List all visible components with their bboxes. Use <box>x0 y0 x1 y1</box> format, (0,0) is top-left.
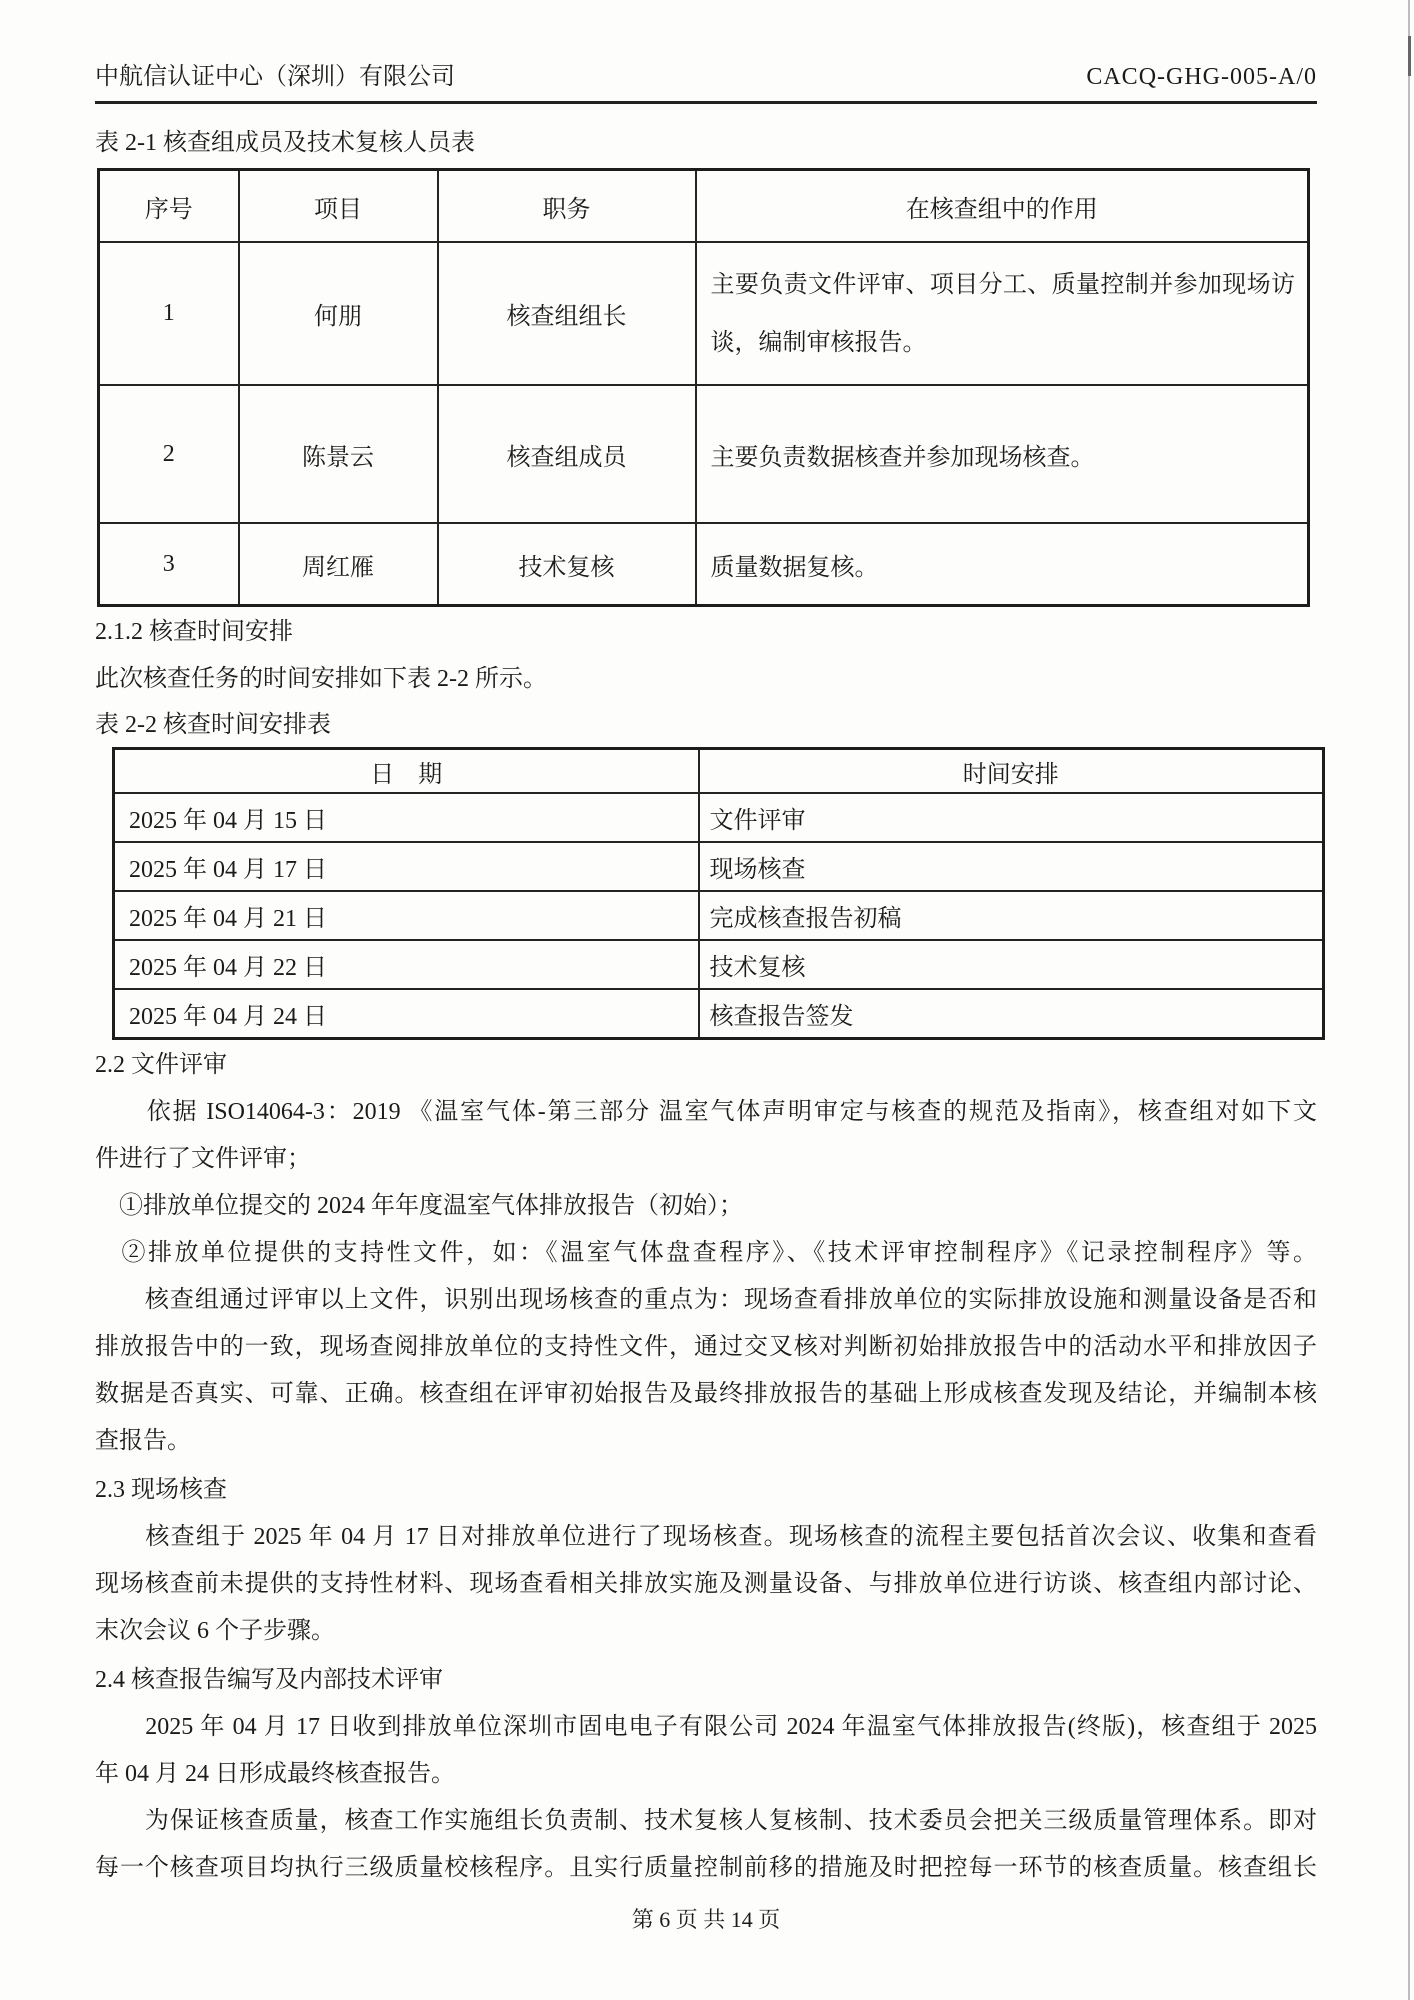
body-line: 查报告。 <box>95 1428 191 1454</box>
table-row <box>114 793 1324 842</box>
duty-line: 谈，编制审核报告。 <box>710 329 927 356</box>
table-header-row <box>99 170 1309 243</box>
page-header <box>95 62 1317 104</box>
cell-duty: 质量数据复核。 <box>696 523 1309 606</box>
cell-duty: 主要负责数据核查并参加现场核查。 <box>696 385 1309 523</box>
body-line: 为保证核查质量，核查工作实施组长负责制、技术复核人复核制、技术委员会把关三级质量管理体系。即对 <box>95 1808 1317 1834</box>
cell-task: 技术复核 <box>699 940 1324 989</box>
cell-date: 2025 年 04 月 24 日 <box>114 989 699 1039</box>
body-line: 依据 ISO14064-3：2019 《温室气体-第三部分 温室气体声明审定与核查的规范及指南》，核查组对如下文 <box>95 1099 1317 1125</box>
section-212-intro: 此次核查任务的时间安排如下表 2-2 所示。 <box>95 666 547 692</box>
body-line: 核查组于 2025 年 04 月 17 日对排放单位进行了现场核查。现场核查的流程主要包括首次会议、收集和查看 <box>95 1524 1317 1550</box>
scan-artifact-line <box>1408 0 1410 2000</box>
cell-task: 核查报告签发 <box>699 989 1324 1039</box>
cell-date: 2025 年 04 月 21 日 <box>114 891 699 940</box>
body-line: ②排放单位提供的支持性文件，如：《温室气体盘查程序》、《技术评审控制程序》《记录控制程序》等。 <box>95 1240 1317 1266</box>
table-row <box>99 385 1309 523</box>
duty-line: 主要负责文件评审、项目分工、质量控制并参加现场访 <box>710 271 1295 298</box>
col-header-role: 职务 <box>438 170 696 243</box>
col-header-date: 日 期 <box>114 749 699 794</box>
section-heading-23: 2.3 现场核查 <box>95 1477 227 1503</box>
cell-duty <box>696 242 1309 385</box>
page-number: 第 6 页 共 14 页 <box>631 1907 781 1932</box>
cell-name: 陈景云 <box>239 385 438 523</box>
col-header-item: 项目 <box>239 170 438 243</box>
table-row <box>99 242 1309 385</box>
body-line: ①排放单位提交的 2024 年年度温室气体排放报告（初始）； <box>95 1193 743 1219</box>
cell-role: 技术复核 <box>438 523 696 606</box>
verification-team-table <box>97 168 1310 607</box>
document-code: CACQ-GHG-005-A/0 <box>1086 64 1317 90</box>
table-header-row <box>114 749 1324 794</box>
section-heading-24: 2.4 核查报告编写及内部技术评审 <box>95 1667 443 1693</box>
cell-role: 核查组成员 <box>438 385 696 523</box>
table2-caption: 表 2-2 核查时间安排表 <box>95 712 331 738</box>
cell-task: 文件评审 <box>699 793 1324 842</box>
cell-task: 完成核查报告初稿 <box>699 891 1324 940</box>
cell-date: 2025 年 04 月 22 日 <box>114 940 699 989</box>
cell-date: 2025 年 04 月 17 日 <box>114 842 699 891</box>
col-header-duty: 在核查组中的作用 <box>696 170 1309 243</box>
cell-no: 2 <box>99 385 239 523</box>
cell-date: 2025 年 04 月 15 日 <box>114 793 699 842</box>
col-header-task: 时间安排 <box>699 749 1324 794</box>
table-row <box>114 891 1324 940</box>
body-line: 数据是否真实、可靠、正确。核查组在评审初始报告及最终排放报告的基础上形成核查发现及结论，并编制本核 <box>95 1381 1317 1407</box>
body-line: 年 04 月 24 日形成最终核查报告。 <box>95 1761 455 1787</box>
cell-no: 1 <box>99 242 239 385</box>
body-line: 每一个核查项目均执行三级质量校核程序。且实行质量控制前移的措施及时把控每一环节的核查质量。核查组长 <box>95 1855 1317 1881</box>
body-line: 核查组通过评审以上文件，识别出现场核查的重点为：现场查看排放单位的实际排放设施和测量设备是否和 <box>95 1287 1317 1313</box>
table-row <box>114 940 1324 989</box>
scan-artifact-mark <box>1408 36 1411 76</box>
body-line: 末次会议 6 个子步骤。 <box>95 1618 335 1644</box>
body-line: 件进行了文件评审； <box>95 1146 311 1172</box>
section-heading-212: 2.1.2 核查时间安排 <box>95 619 293 645</box>
col-header-no: 序号 <box>99 170 239 243</box>
table-row <box>114 989 1324 1039</box>
cell-task: 现场核查 <box>699 842 1324 891</box>
body-line: 现场核查前未提供的支持性材料、现场查看相关排放实施及测量设备、与排放单位进行访谈、核查组内部讨论、 <box>95 1571 1317 1597</box>
body-line: 排放报告中的一致，现场查阅排放单位的支持性文件，通过交叉核对判断初始排放报告中的活动水平和排放因子 <box>95 1334 1317 1360</box>
cell-name: 何朋 <box>239 242 438 385</box>
cell-role: 核查组组长 <box>438 242 696 385</box>
company-name: 中航信认证中心（深圳）有限公司 <box>95 64 455 90</box>
cell-no: 3 <box>99 523 239 606</box>
table-row <box>114 842 1324 891</box>
table1-caption: 表 2-1 核查组成员及技术复核人员表 <box>95 130 475 156</box>
table-row <box>99 523 1309 606</box>
section-heading-22: 2.2 文件评审 <box>95 1052 227 1078</box>
body-line: 2025 年 04 月 17 日收到排放单位深圳市固电电子有限公司 2024 年温室气体排放报告(终版)，核查组于 2025 <box>95 1714 1317 1740</box>
schedule-table <box>112 747 1325 1040</box>
cell-name: 周红雁 <box>239 523 438 606</box>
